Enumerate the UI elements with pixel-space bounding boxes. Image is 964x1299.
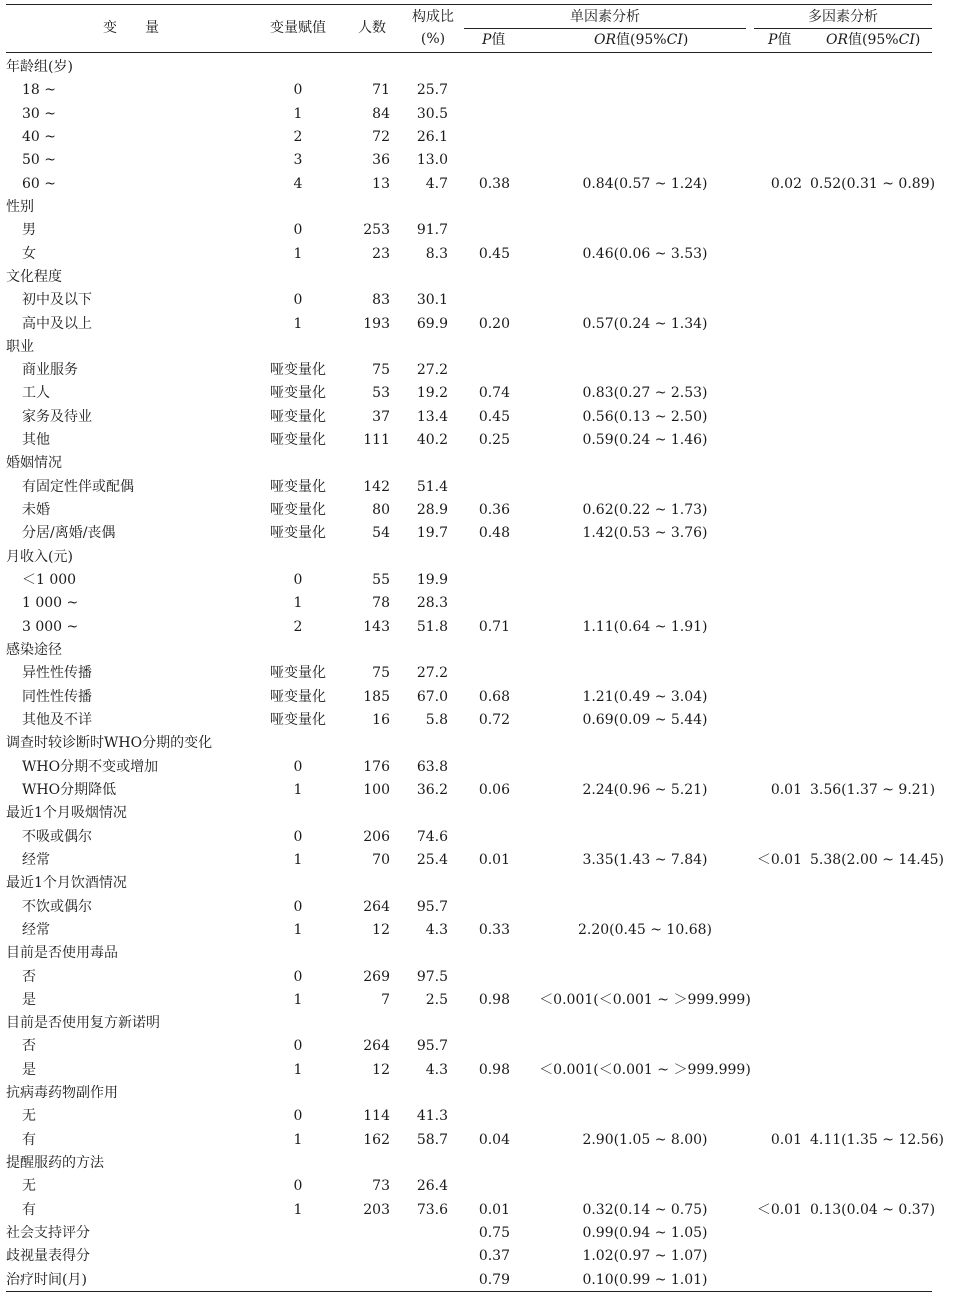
- row-count: 71: [372, 82, 390, 99]
- row-uni-p: 0.01: [478, 1201, 510, 1218]
- row-assign: 0: [293, 292, 303, 309]
- row-pct: 73.6: [416, 1201, 448, 1218]
- row-count: 16: [372, 711, 390, 728]
- row-pct: 40.2: [416, 432, 448, 449]
- row-pct: 51.8: [416, 618, 448, 635]
- row-label: 是: [22, 991, 36, 1008]
- row-label: 感染途径: [6, 642, 62, 659]
- row-pct: 8.3: [425, 245, 448, 262]
- row-count: 75: [372, 665, 390, 682]
- row-label: 歧视量表得分: [6, 1248, 90, 1265]
- row-label: 男: [22, 222, 36, 239]
- row-count: 203: [363, 1201, 390, 1218]
- row-count: 142: [363, 478, 390, 495]
- row-uni-or: 1.11(0.64 ~ 1.91): [582, 618, 708, 635]
- row-label: 抗病毒药物副作用: [6, 1085, 118, 1102]
- row-label: WHO分期不变或增加: [22, 758, 159, 775]
- row-multi-p: ＜0.01: [756, 851, 802, 868]
- header-or-suffix: 值(95%: [616, 32, 667, 48]
- row-assign: 0: [293, 1038, 303, 1055]
- header-assign: 变量赋值: [270, 20, 326, 36]
- row-uni-or: 0.10(0.99 ~ 1.01): [582, 1271, 708, 1288]
- row-uni-or: 0.99(0.94 ~ 1.05): [582, 1225, 708, 1242]
- header-multi: 多因素分析: [808, 9, 878, 25]
- row-count: 55: [372, 572, 390, 589]
- row-assign: 哑变量化: [270, 432, 326, 449]
- row-pct: 4.3: [425, 921, 448, 938]
- header-pct-line1: 构成比: [412, 9, 454, 25]
- row-label: 否: [22, 968, 36, 985]
- row-pct: 28.3: [416, 595, 448, 612]
- row-label: 未婚: [22, 502, 50, 519]
- row-label: 不吸或偶尔: [22, 828, 92, 845]
- row-pct: 27.2: [416, 362, 448, 379]
- row-pct: 28.9: [416, 502, 448, 519]
- row-assign: 3: [293, 152, 303, 169]
- header-p-symbol: P: [482, 32, 492, 48]
- row-count: 12: [372, 921, 390, 938]
- row-multi-or: 3.56(1.37 ~ 9.21): [810, 781, 936, 798]
- row-uni-p: 0.36: [478, 502, 510, 519]
- row-uni-p: 0.06: [478, 781, 510, 798]
- row-label: 高中及以上: [22, 315, 92, 332]
- header-ci-symbol: CI: [666, 32, 683, 48]
- row-multi-p: ＜0.01: [756, 1201, 802, 1218]
- row-pct: 58.7: [416, 1131, 448, 1148]
- row-pct: 4.7: [425, 175, 448, 192]
- row-uni-or: 0.83(0.27 ~ 2.53): [582, 385, 708, 402]
- row-uni-or: 0.69(0.09 ~ 5.44): [582, 711, 708, 728]
- results-table: [6, 4, 944, 1292]
- row-pct: 67.0: [416, 688, 448, 705]
- row-label: 30 ~: [22, 105, 56, 122]
- row-uni-or: 0.56(0.13 ~ 2.50): [582, 408, 708, 425]
- row-uni-p: 0.37: [478, 1248, 510, 1265]
- row-label: 有: [22, 1201, 36, 1218]
- row-label: 最近1个月吸烟情况: [6, 805, 127, 822]
- row-uni-p: 0.98: [478, 991, 510, 1008]
- row-label: 目前是否使用毒品: [6, 945, 118, 962]
- row-label: 不饮或偶尔: [22, 898, 92, 915]
- row-assign: 1: [293, 1061, 303, 1078]
- row-uni-or: 0.59(0.24 ~ 1.46): [582, 432, 708, 449]
- header-uni-p: [482, 31, 505, 49]
- row-uni-p: 0.72: [478, 711, 510, 728]
- row-label: 60 ~: [22, 175, 56, 192]
- row-label: 婚姻情况: [6, 455, 62, 472]
- row-label: 经常: [22, 921, 50, 938]
- row-pct: 30.1: [416, 292, 448, 309]
- row-count: 75: [372, 362, 390, 379]
- row-label: 分居/离婚/丧偶: [22, 525, 116, 542]
- row-label: 50 ~: [22, 152, 56, 169]
- row-assign: 哑变量化: [270, 665, 326, 682]
- row-uni-or: 2.20(0.45 ~ 10.68): [578, 921, 712, 938]
- top-rule: [6, 4, 932, 5]
- row-count: 111: [363, 432, 390, 449]
- row-count: 7: [381, 991, 390, 1008]
- row-assign: 0: [293, 1108, 303, 1125]
- row-label: 40 ~: [22, 128, 56, 145]
- row-pct: 30.5: [416, 105, 448, 122]
- row-label: 异性性传播: [22, 665, 92, 682]
- row-label: 最近1个月饮酒情况: [6, 875, 127, 892]
- row-count: 37: [372, 408, 390, 425]
- row-label: 调查时较诊断时WHO分期的变化: [6, 735, 213, 752]
- header-ci-symbol: CI: [898, 32, 915, 48]
- row-assign: 哑变量化: [270, 385, 326, 402]
- row-pct: 5.8: [425, 711, 448, 728]
- row-label: 性别: [6, 198, 34, 215]
- uni-group-rule: [464, 28, 746, 29]
- row-assign: 0: [293, 968, 303, 985]
- row-count: 162: [363, 1131, 390, 1148]
- row-count: 54: [372, 525, 390, 542]
- row-assign: 0: [293, 82, 303, 99]
- row-uni-or: 0.32(0.14 ~ 0.75): [582, 1201, 708, 1218]
- row-count: 100: [363, 781, 390, 798]
- row-count: 70: [372, 851, 390, 868]
- row-count: 176: [363, 758, 390, 775]
- row-assign: 0: [293, 222, 303, 239]
- row-uni-p: 0.74: [478, 385, 510, 402]
- header-multi-p: [768, 31, 791, 49]
- row-label: 无: [22, 1108, 36, 1125]
- row-uni-p: 0.20: [478, 315, 510, 332]
- row-assign: 0: [293, 898, 303, 915]
- row-assign: 0: [293, 572, 303, 589]
- row-count: 83: [372, 292, 390, 309]
- row-pct: 97.5: [416, 968, 448, 985]
- row-uni-or: 1.02(0.97 ~ 1.07): [582, 1248, 708, 1265]
- row-uni-p: 0.04: [478, 1131, 510, 1148]
- row-count: 143: [363, 618, 390, 635]
- row-assign: 1: [293, 991, 303, 1008]
- row-label: 经常: [22, 851, 50, 868]
- row-uni-p: 0.79: [478, 1271, 510, 1288]
- row-pct: 95.7: [416, 1038, 448, 1055]
- row-label: 目前是否使用复方新诺明: [6, 1015, 160, 1032]
- row-assign: 哑变量化: [270, 362, 326, 379]
- row-assign: 4: [293, 175, 303, 192]
- row-pct: 2.5: [425, 991, 448, 1008]
- bottom-rule: [6, 1291, 932, 1292]
- header-variable: 变 量: [103, 20, 159, 36]
- row-multi-or: 0.13(0.04 ~ 0.37): [810, 1201, 936, 1218]
- row-uni-or: 2.90(1.05 ~ 8.00): [582, 1131, 708, 1148]
- row-count: 80: [372, 502, 390, 519]
- row-pct: 51.4: [416, 478, 448, 495]
- row-count: 185: [363, 688, 390, 705]
- row-pct: 19.2: [416, 385, 448, 402]
- row-pct: 91.7: [416, 222, 448, 239]
- header-bottom-rule: [6, 52, 932, 53]
- row-count: 12: [372, 1061, 390, 1078]
- row-label: 同性性传播: [22, 688, 92, 705]
- row-assign: 0: [293, 828, 303, 845]
- row-assign: 0: [293, 1178, 303, 1195]
- row-label: 文化程度: [6, 268, 62, 285]
- row-assign: 哑变量化: [270, 525, 326, 542]
- row-pct: 26.1: [416, 128, 448, 145]
- row-label: 商业服务: [22, 362, 78, 379]
- row-uni-or: 0.57(0.24 ~ 1.34): [582, 315, 708, 332]
- row-uni-p: 0.75: [478, 1225, 510, 1242]
- row-uni-or: 0.62(0.22 ~ 1.73): [582, 502, 708, 519]
- row-label: 有固定性伴或配偶: [22, 478, 134, 495]
- row-pct: 25.7: [416, 82, 448, 99]
- row-uni-p: 0.25: [478, 432, 510, 449]
- row-uni-or: 1.42(0.53 ~ 3.76): [582, 525, 708, 542]
- row-assign: 1: [293, 595, 303, 612]
- row-uni-p: 0.71: [478, 618, 510, 635]
- header-or-symbol: OR: [826, 32, 849, 48]
- row-label: 1 000 ~: [22, 595, 79, 612]
- row-uni-p: 0.48: [478, 525, 510, 542]
- row-label: 女: [22, 245, 36, 262]
- row-assign: 哑变量化: [270, 478, 326, 495]
- row-pct: 13.4: [416, 408, 448, 425]
- row-uni-or: ＜0.001(＜0.001 ~ ＞999.999): [539, 1061, 751, 1078]
- header-uni: 单因素分析: [570, 9, 640, 25]
- row-count: 53: [372, 385, 390, 402]
- row-label: 初中及以下: [22, 292, 92, 309]
- multi-group-rule: [754, 28, 932, 29]
- row-assign: 哑变量化: [270, 502, 326, 519]
- row-pct: 74.6: [416, 828, 448, 845]
- row-label: 其他及不详: [22, 711, 92, 728]
- row-pct: 27.2: [416, 665, 448, 682]
- row-multi-p: 0.01: [770, 1131, 802, 1148]
- row-multi-or: 0.52(0.31 ~ 0.89): [810, 175, 936, 192]
- row-assign: 1: [293, 1131, 303, 1148]
- row-uni-p: 0.38: [478, 175, 510, 192]
- row-assign: 1: [293, 245, 303, 262]
- row-label: 年龄组(岁): [6, 59, 73, 75]
- row-label: 职业: [6, 338, 34, 355]
- header-p-suffix: 值: [491, 32, 506, 48]
- row-count: 36: [372, 152, 390, 169]
- row-label: 社会支持评分: [6, 1225, 90, 1242]
- row-pct: 41.3: [416, 1108, 448, 1125]
- row-uni-or: 0.84(0.57 ~ 1.24): [582, 175, 708, 192]
- row-label: 18 ~: [22, 82, 56, 99]
- row-assign: 1: [293, 921, 303, 938]
- row-label: 是: [22, 1061, 36, 1078]
- header-pct-line2: (%): [420, 31, 446, 47]
- row-pct: 19.7: [416, 525, 448, 542]
- row-uni-or: 2.24(0.96 ~ 5.21): [582, 781, 708, 798]
- row-uni-p: 0.68: [478, 688, 510, 705]
- header-multi-or: [826, 31, 920, 49]
- row-assign: 0: [293, 758, 303, 775]
- row-assign: 2: [293, 618, 303, 635]
- row-label: 否: [22, 1038, 36, 1055]
- row-assign: 哑变量化: [270, 711, 326, 728]
- row-assign: 2: [293, 128, 303, 145]
- row-label: 提醒服药的方法: [6, 1155, 104, 1172]
- row-count: 73: [372, 1178, 390, 1195]
- row-uni-p: 0.45: [478, 245, 510, 262]
- row-label: 3 000 ~: [22, 618, 79, 635]
- row-label: 月收入(元): [6, 548, 73, 565]
- row-uni-p: 0.01: [478, 851, 510, 868]
- row-multi-or: 5.38(2.00 ~ 14.45): [810, 851, 944, 868]
- row-count: 114: [363, 1108, 390, 1125]
- row-count: 253: [363, 222, 390, 239]
- header-or-close: ): [682, 32, 689, 48]
- row-pct: 26.4: [416, 1178, 448, 1195]
- row-pct: 69.9: [416, 315, 448, 332]
- row-pct: 95.7: [416, 898, 448, 915]
- row-label: 有: [22, 1131, 36, 1148]
- row-pct: 19.9: [416, 572, 448, 589]
- row-count: 23: [372, 245, 390, 262]
- row-pct: 4.3: [425, 1061, 448, 1078]
- row-count: 264: [363, 1038, 390, 1055]
- row-uni-p: 0.98: [478, 1061, 510, 1078]
- header-p-symbol: P: [768, 32, 778, 48]
- row-multi-p: 0.02: [770, 175, 802, 192]
- row-uni-or: 0.46(0.06 ~ 3.53): [582, 245, 708, 262]
- row-count: 264: [363, 898, 390, 915]
- row-count: 84: [372, 105, 390, 122]
- header-or-suffix: 值(95%: [848, 32, 899, 48]
- row-label: WHO分期降低: [22, 781, 117, 798]
- row-assign: 1: [293, 315, 303, 332]
- row-count: 78: [372, 595, 390, 612]
- row-assign: 1: [293, 781, 303, 798]
- header-or-symbol: OR: [594, 32, 617, 48]
- header-count: 人数: [358, 20, 386, 36]
- row-label: 工人: [22, 385, 50, 402]
- row-multi-or: 4.11(1.35 ~ 12.56): [810, 1131, 944, 1148]
- row-uni-or: 1.21(0.49 ~ 3.04): [582, 688, 708, 705]
- row-assign: 哑变量化: [270, 688, 326, 705]
- row-label: 治疗时间(月): [6, 1271, 87, 1288]
- row-pct: 63.8: [416, 758, 448, 775]
- row-count: 193: [363, 315, 390, 332]
- row-uni-or: ＜0.001(＜0.001 ~ ＞999.999): [539, 991, 751, 1008]
- row-multi-p: 0.01: [770, 781, 802, 798]
- row-assign: 1: [293, 105, 303, 122]
- row-count: 269: [363, 968, 390, 985]
- row-label: 无: [22, 1178, 36, 1195]
- row-uni-p: 0.45: [478, 408, 510, 425]
- row-label: 其他: [22, 432, 50, 449]
- row-count: 72: [372, 128, 390, 145]
- row-assign: 哑变量化: [270, 408, 326, 425]
- row-label: 家务及待业: [22, 408, 92, 425]
- row-pct: 25.4: [416, 851, 448, 868]
- row-assign: 1: [293, 851, 303, 868]
- row-count: 13: [372, 175, 390, 192]
- row-assign: 1: [293, 1201, 303, 1218]
- row-uni-or: 3.35(1.43 ~ 7.84): [582, 851, 708, 868]
- row-pct: 13.0: [416, 152, 448, 169]
- row-count: 206: [363, 828, 390, 845]
- header-or-close: ): [914, 32, 921, 48]
- header-uni-or: [594, 31, 688, 49]
- header-p-suffix: 值: [777, 32, 792, 48]
- row-uni-p: 0.33: [478, 921, 510, 938]
- row-label: ＜1 000: [22, 572, 77, 589]
- row-pct: 36.2: [416, 781, 448, 798]
